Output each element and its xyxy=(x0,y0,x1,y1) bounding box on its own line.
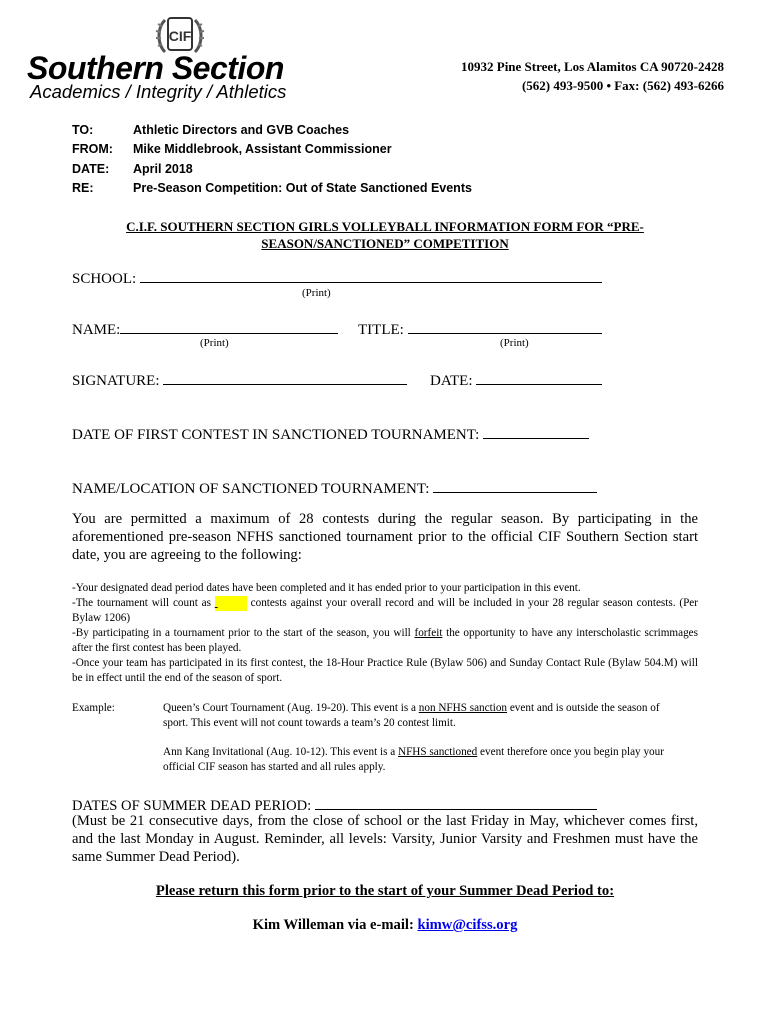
example-1 xyxy=(163,701,683,731)
signature-field[interactable] xyxy=(163,370,407,385)
bullet-dead-period: -Your designated dead period dates have been completed and it has ended prior to your participation in this event. xyxy=(72,582,581,594)
example-2 xyxy=(163,745,683,775)
first-contest-field[interactable] xyxy=(483,424,589,439)
bullet2-text-b: contests against your overall record and will be included in your 28 regular season contests. (Per Bylaw 1206) xyxy=(72,597,698,624)
memo-from-label: FROM: xyxy=(72,142,113,156)
form-title-line2: SEASON/SANCTIONED” COMPETITION xyxy=(261,236,509,251)
signature-label: SIGNATURE: xyxy=(72,373,160,389)
nfhs-sanctioned-link: NFHS sanctioned xyxy=(398,746,478,758)
bullet2-text-a: -The tournament will count as xyxy=(72,597,215,609)
intro-paragraph: You are permitted a maximum of 28 contests during the regular season. By participating in the aforementioned pre-season NFHS sanctioned tournament prior to the official CIF Southern Section start date, you are agreeing to the following: xyxy=(72,511,698,563)
signature-row xyxy=(72,370,407,390)
date-row xyxy=(430,370,602,390)
return-instructions: Please return this form prior to the start of your Summer Dead Period to: xyxy=(155,883,615,899)
school-field[interactable] xyxy=(140,268,602,283)
date-label: DATE: xyxy=(430,373,473,389)
memo-re-value: Pre-Season Competition: Out of State Sanctioned Events xyxy=(133,181,472,195)
form-title xyxy=(72,218,698,252)
date-field[interactable] xyxy=(476,370,602,385)
name-row xyxy=(72,319,338,339)
dead-period-text: (Must be 21 consecutive days, from the close of school or the last Friday in May, whichever comes first, and the last Monday in August. Reminder, all levels: Varsity, Junior Varsity and Freshmen must have the same Summer Dead Period). xyxy=(72,813,698,865)
memo-to-label: TO: xyxy=(72,123,94,137)
school-row xyxy=(72,268,602,288)
address: 10932 Pine Street, Los Alamitos CA 90720-2428 xyxy=(461,59,724,74)
example2-text-a: Ann Kang Invitational (Aug. 10-12). This event is a xyxy=(163,746,398,758)
bullet3-text-a: -By participating in a tournament prior to the start of the season, you will xyxy=(72,627,415,639)
logo-tagline: Academics / Integrity / Athletics xyxy=(30,81,287,102)
name-print-hint: (Print) xyxy=(200,337,229,349)
bullet-tournament-count xyxy=(72,596,698,626)
phone-fax: (562) 493-9500 • Fax: (562) 493-6266 xyxy=(521,78,724,93)
name-label: NAME: xyxy=(72,322,121,338)
bullet-forfeit xyxy=(72,626,698,656)
bullet3-text-b: the opportunity to have any interscholastic scrimmages after the first contest has been played. xyxy=(72,627,698,654)
example1-text-b: event and is outside the season of sport. This event will not count towards a team’s 20 contest limit. xyxy=(163,702,660,729)
form-title-line1: C.I.F. SOUTHERN SECTION GIRLS VOLLEYBALL INFORMATION FORM FOR “PRE- xyxy=(126,219,644,234)
title-print-hint: (Print) xyxy=(500,337,529,349)
memo-date-value: April 2018 xyxy=(133,162,193,176)
memo-from-value: Mike Middlebrook, Assistant Commissioner xyxy=(133,142,392,156)
tournament-label: NAME/LOCATION OF SANCTIONED TOURNAMENT: xyxy=(72,481,430,497)
school-print-hint: (Print) xyxy=(302,287,331,299)
dead-period-field[interactable] xyxy=(315,795,597,810)
title-label: TITLE: xyxy=(358,322,404,338)
first-contest-row xyxy=(72,424,589,444)
tournament-field[interactable] xyxy=(433,478,597,493)
tournament-row xyxy=(72,478,597,498)
first-contest-label: DATE OF FIRST CONTEST IN SANCTIONED TOURNAMENT: xyxy=(72,427,480,443)
bullet-practice-rule: -Once your team has participated in its first contest, the 18-Hour Practice Rule (Bylaw 506) and Sunday Contact Rule (Bylaw 504.M) will be in effect until the end of the season of sport. xyxy=(72,657,698,684)
memo-date-label: DATE: xyxy=(72,162,110,176)
non-nfhs-link: non NFHS sanction xyxy=(418,702,508,714)
contact-name: Kim Willeman via e-mail: xyxy=(252,917,414,933)
memo-re-label: RE: xyxy=(72,181,94,195)
bullets xyxy=(72,581,698,686)
example-label: Example: xyxy=(72,702,115,714)
contact-line xyxy=(72,917,698,934)
name-field[interactable] xyxy=(120,319,338,334)
example2-text-b: event therefore once you begin play your official CIF season has started and all rules apply. xyxy=(163,746,664,773)
dead-period-label: DATES OF SUMMER DEAD PERIOD: xyxy=(72,798,312,814)
contact-email-link[interactable]: kimw@cifss.org xyxy=(417,917,518,933)
school-label: SCHOOL: xyxy=(72,271,137,287)
example1-text-a: Queen’s Court Tournament (Aug. 19-20). This event is a xyxy=(163,702,419,714)
memo-to-value: Athletic Directors and GVB Coaches xyxy=(133,123,350,137)
forfeit-word: forfeit xyxy=(414,627,443,639)
title-row xyxy=(358,319,602,339)
title-field[interactable] xyxy=(408,319,602,334)
logo-wordmark: Southern Section xyxy=(27,50,284,86)
contest-count-field[interactable] xyxy=(215,596,247,611)
svg-text:CIF: CIF xyxy=(168,28,192,44)
